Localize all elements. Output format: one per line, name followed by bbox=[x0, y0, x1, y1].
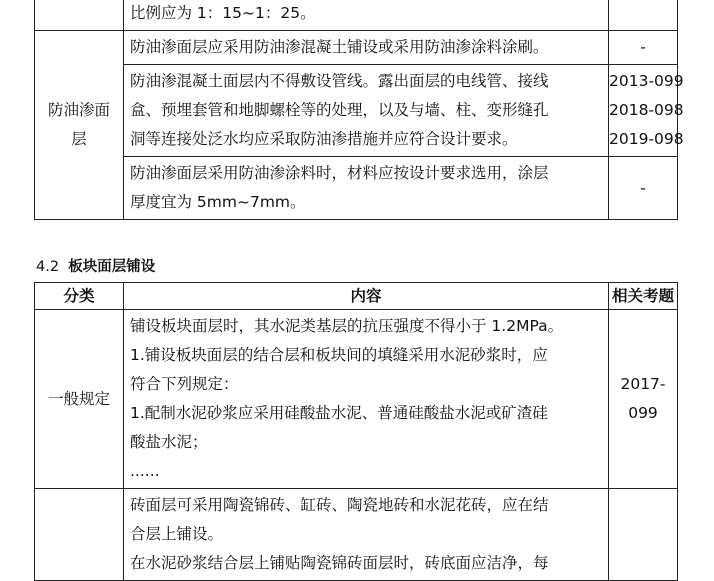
content-cell bbox=[124, 65, 609, 157]
content-line: 合层上铺设。 bbox=[130, 525, 224, 543]
ref-cell bbox=[609, 65, 684, 157]
fuel-resistant-layer-table bbox=[34, 0, 684, 220]
content-cell bbox=[124, 310, 609, 489]
category-cell bbox=[35, 489, 124, 581]
ref-cell bbox=[609, 0, 678, 31]
table-row bbox=[35, 489, 678, 581]
ref-line: 2018-098 bbox=[609, 101, 684, 119]
table-header-row bbox=[35, 283, 678, 310]
category-cell bbox=[35, 31, 124, 220]
section-number: 4.2 bbox=[36, 259, 60, 275]
table-row bbox=[35, 157, 678, 220]
content-line: 在水泥砂浆结合层上铺贴陶瓷锦砖面层时，砖底面应洁净，每 bbox=[130, 554, 549, 572]
content-line: 洞等连接处泛水均应采取防油渗措施并应符合设计要求。 bbox=[130, 130, 518, 148]
category-line: 防油渗面 bbox=[47, 101, 110, 119]
content-line: 厚度宜为 5mm~7mm。 bbox=[130, 193, 306, 211]
category-cell: 一般规定 bbox=[35, 310, 124, 489]
ref-line: 2013-099 bbox=[609, 72, 684, 90]
header-content: 内容 bbox=[124, 283, 609, 310]
content-line: 酸盐水泥； bbox=[130, 433, 208, 451]
header-category: 分类 bbox=[35, 283, 124, 310]
content-cell bbox=[124, 0, 609, 31]
ref-cell bbox=[609, 31, 678, 65]
content-line: 符合下列规定： bbox=[130, 375, 239, 393]
header-related-questions: 相关考题 bbox=[609, 283, 678, 310]
content-line: 比例应为 1：15~1：25。 bbox=[130, 4, 316, 22]
section-title: 板块面层铺设 bbox=[68, 259, 156, 275]
table-row bbox=[35, 65, 678, 157]
ref-cell: 2017-099 bbox=[609, 310, 678, 489]
category-cell bbox=[35, 0, 124, 31]
content-cell bbox=[124, 31, 609, 65]
table-row bbox=[35, 310, 678, 489]
section-heading bbox=[36, 255, 155, 276]
content-line: 砖面层可采用陶瓷锦砖、缸砖、陶瓷地砖和水泥花砖，应在结 bbox=[130, 496, 549, 514]
table-row bbox=[35, 0, 678, 31]
content-line: 防油渗混凝土面层内不得敷设管线。露出面层的电线管、接线 bbox=[130, 72, 549, 90]
content-line: 1.铺设板块面层的结合层和板块间的填缝采用水泥砂浆时，应 bbox=[130, 346, 548, 364]
content-line: ...... bbox=[130, 462, 160, 480]
content-line: 防油渗面层应采用防油渗混凝土铺设或采用防油渗涂料涂刷。 bbox=[130, 38, 549, 56]
table-row bbox=[35, 31, 678, 65]
content-line: 铺设板块面层时，其水泥类基层的抗压强度不得小于 1.2MPa。 bbox=[130, 317, 564, 335]
ref-line: 2019-098 bbox=[609, 130, 684, 148]
content-line: 1.配制水泥砂浆应采用硅酸盐水泥、普通硅酸盐水泥或矿渣硅 bbox=[130, 404, 548, 422]
ref-cell bbox=[609, 489, 678, 581]
tile-layer-table bbox=[34, 282, 678, 581]
ref-line: - bbox=[640, 38, 646, 56]
content-cell bbox=[124, 157, 609, 220]
content-line: 盒、预埋套管和地脚螺栓等的处理，以及与墙、柱、变形缝孔 bbox=[130, 101, 549, 119]
content-line: 防油渗面层采用防油渗涂料时，材料应按设计要求选用，涂层 bbox=[130, 164, 549, 182]
ref-cell bbox=[609, 157, 678, 220]
ref-line: - bbox=[640, 178, 646, 197]
category-line: 层 bbox=[71, 130, 87, 148]
content-cell bbox=[124, 489, 609, 581]
